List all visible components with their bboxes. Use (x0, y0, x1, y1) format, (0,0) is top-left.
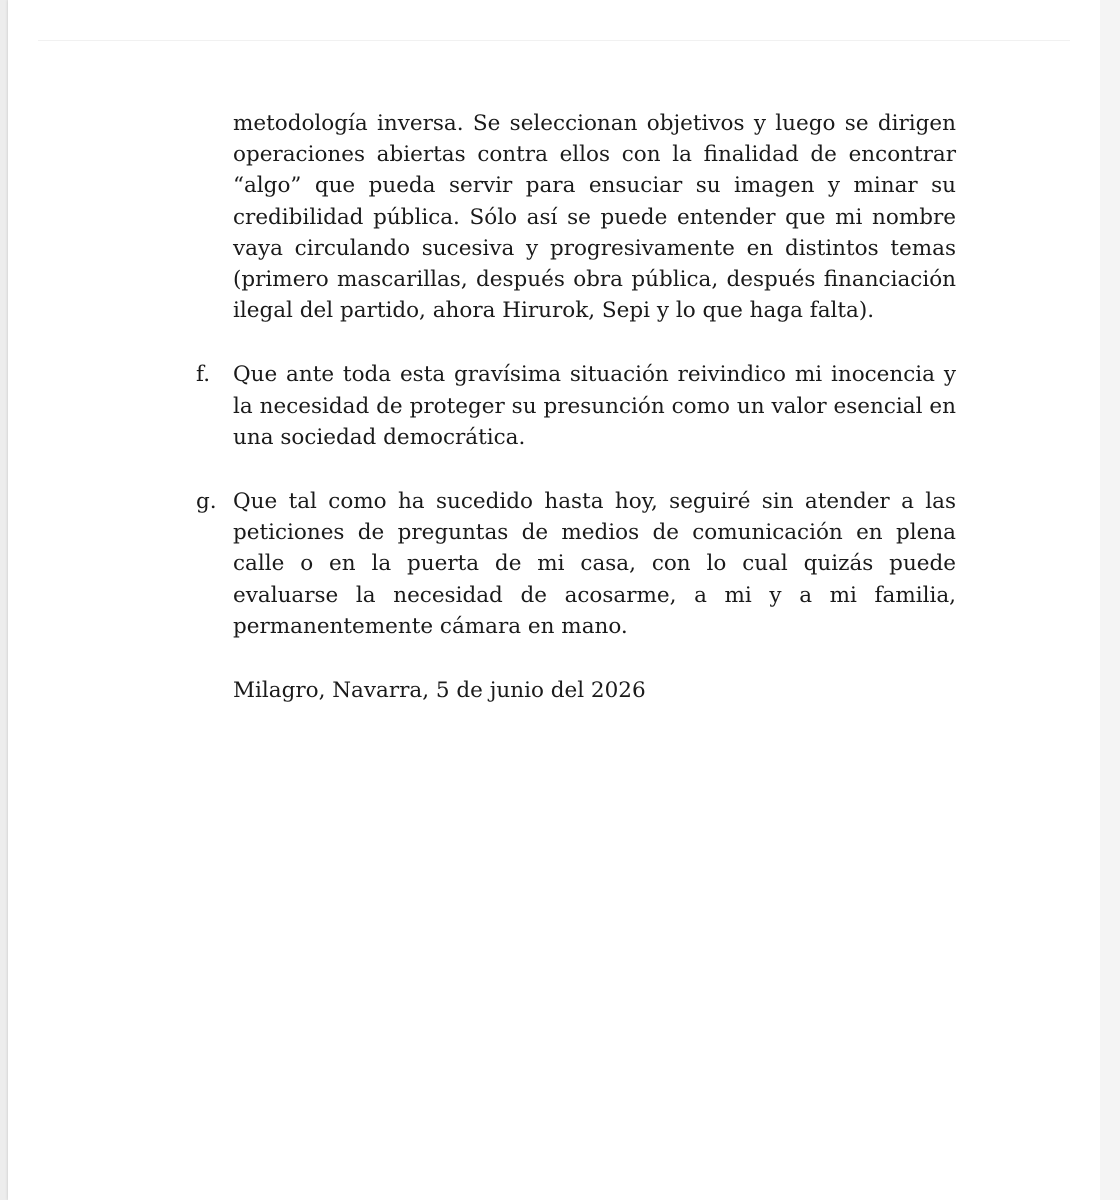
document-body (196, 108, 956, 706)
page-top-edge (38, 40, 1070, 41)
document-page (8, 0, 1100, 1200)
list-item-g-text: Que tal como ha sucedido hasta hoy, seguiré sin atender a las peticiones de preguntas de medios de comunicación en plena calle o en la puerta de mi casa, con lo cual quizás puede evaluarse la necesidad de acosarme, a mi y a mi familia, permanentemente cámara en mano. (233, 489, 956, 639)
vertical-scrollbar[interactable] (1100, 0, 1120, 1200)
list-marker-f: f. (196, 362, 211, 388)
intro-paragraph: metodología inversa. Se seleccionan objetivos y luego se dirigen operaciones abiertas contra ellos con la finalidad de encontrar “algo” que pueda servir para ensuciar su imagen y minar su credibilidad pública. Sólo así se puede entender que mi nombre vaya circulando sucesiva y progresivamente en distintos temas (primero mascarillas, después obra pública, después financiación ilegal del partido, ahora Hirurok, Sepi y lo que haga falta). (233, 111, 956, 324)
list-item-f (196, 359, 956, 453)
list-marker-g: g. (196, 489, 217, 515)
list-item-f-text: Que ante toda esta gravísima situación reivindico mi inocencia y la necesidad de proteger su presunción como un valor esencial en una sociedad democrática. (233, 362, 956, 450)
list-item-g (196, 486, 956, 642)
closing-place-date: Milagro, Navarra, 5 de junio del 2026 (233, 678, 646, 704)
